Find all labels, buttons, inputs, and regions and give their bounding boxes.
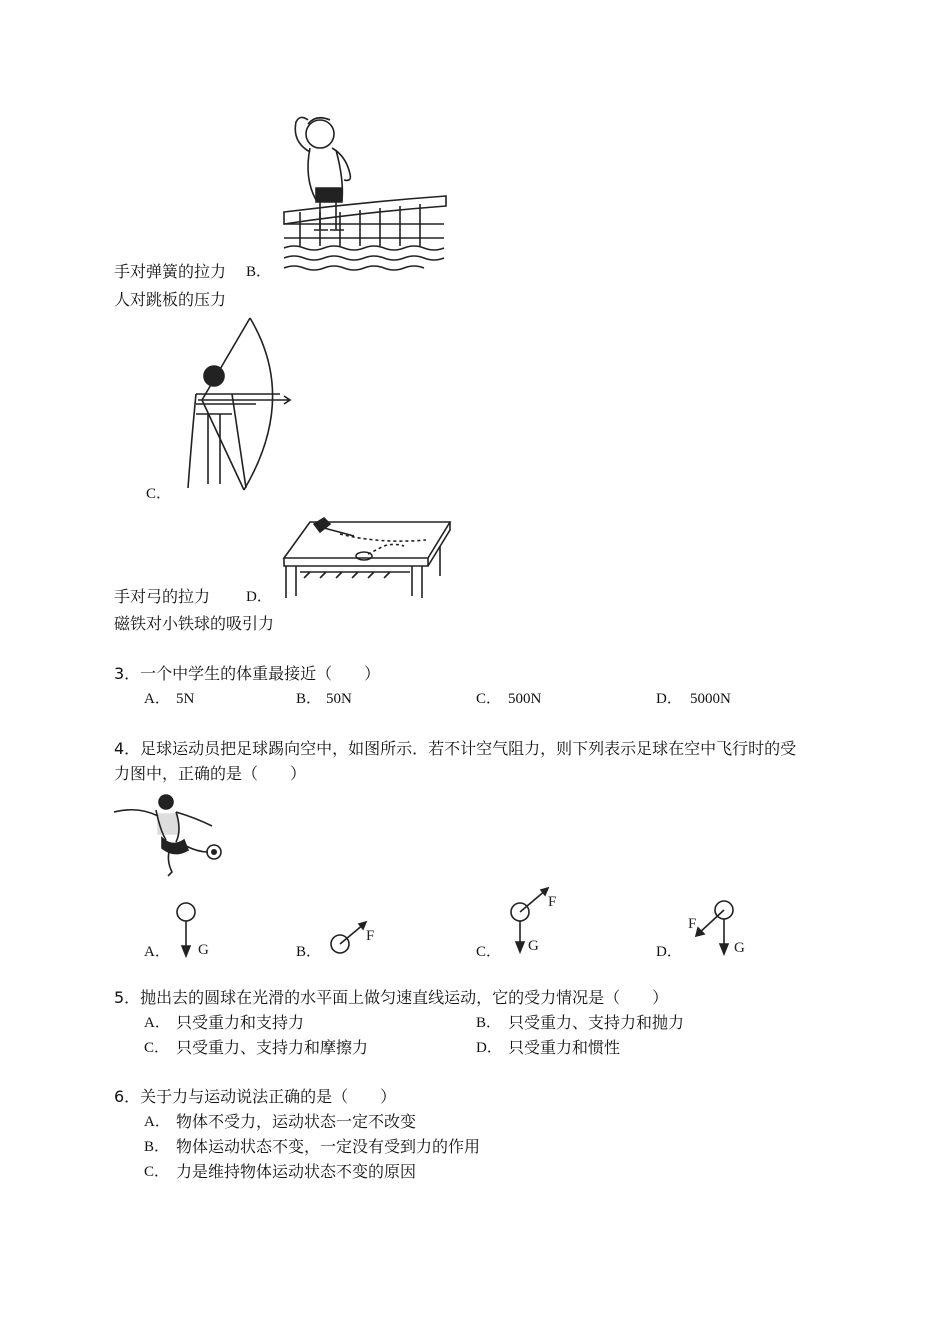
q4-option-d-force-diagram: [684, 898, 754, 960]
q3-option-b-text: 50N: [326, 691, 352, 707]
force-f-label: F: [548, 894, 557, 910]
q3-option-a-label: A．: [144, 691, 170, 707]
q4-option-d-label: D．: [656, 944, 682, 960]
q4-option-a-label: A．: [144, 944, 170, 960]
q6-option-c-text: 力是维持物体运动状态不变的原因: [176, 1162, 417, 1181]
q5-option-a-label: A．: [144, 1015, 170, 1031]
q3-option-d-text: 5000N: [690, 691, 731, 707]
q4-option-b-label: B．: [296, 944, 322, 960]
q4-option-b-force-diagram: [326, 918, 386, 958]
diver-on-springboard-figure: [280, 112, 450, 274]
q3-option-c-label: C．: [476, 691, 502, 707]
q2-option-b-text: 人对跳板的压力: [114, 290, 227, 309]
q5-option-c-label: C．: [144, 1040, 170, 1056]
q3-option-d-label: D．: [656, 691, 682, 707]
q2-option-c-label: C．: [146, 486, 172, 502]
q5-option-a-text: 只受重力和支持力: [176, 1013, 305, 1032]
q6-option-b-label: B．: [144, 1139, 170, 1155]
gravity-label: G: [528, 938, 539, 954]
q5-option-d-label: D．: [476, 1040, 502, 1056]
q6-option-a-text: 物体不受力，运动状态一定不改变: [176, 1112, 417, 1131]
force-f-label: F: [688, 916, 697, 932]
q2-option-b-label: B．: [246, 264, 272, 280]
q2-option-d-text: 磁铁对小铁球的吸引力: [114, 614, 275, 633]
gravity-label: G: [734, 940, 745, 956]
q6-stem: 6．关于力与运动说法正确的是（ ）: [114, 1087, 397, 1106]
q3-option-c-text: 500N: [508, 691, 542, 707]
q6-option-b-text: 物体运动状态不变，一定没有受到力的作用: [176, 1137, 481, 1156]
q2-option-c-text: 手对弓的拉力: [114, 587, 211, 606]
q5-option-b-text: 只受重力、支持力和抛力: [508, 1013, 685, 1032]
q5-stem: 5．抛出去的圆球在光滑的水平面上做匀速直线运动，它的受力情况是（ ）: [114, 988, 669, 1007]
q2-option-a-text-tail: 手对弹簧的拉力: [114, 262, 227, 281]
force-f-arrow: [520, 890, 546, 912]
q5-option-d-text: 只受重力和惯性: [508, 1038, 621, 1057]
q4-stem-line2: 力图中，正确的是（ ）: [114, 764, 307, 783]
gravity-label: G: [198, 942, 209, 958]
q4-option-c-label: C．: [476, 944, 502, 960]
soccer-player-kicking-ball-figure: [114, 790, 226, 878]
q2-option-d-label: D．: [246, 589, 272, 605]
q5-option-b-label: B．: [476, 1015, 502, 1031]
ball-circle: [177, 903, 195, 921]
q3-stem: 3．一个中学生的体重最接近（ ）: [114, 664, 381, 683]
force-f-label: F: [366, 928, 375, 944]
q6-option-a-label: A．: [144, 1114, 170, 1130]
q4-option-a-force-diagram: [174, 900, 224, 960]
q3-option-b-label: B．: [296, 691, 322, 707]
q6-option-c-label: C．: [144, 1164, 170, 1180]
magnet-attracting-iron-ball-figure: [280, 512, 452, 600]
q4-stem-line1: 4．足球运动员把足球踢向空中，如图所示．若不计空气阻力，则下列表示足球在空中飞行时的受: [114, 739, 797, 758]
archer-drawing-bow-figure: [180, 314, 300, 492]
force-f-arrow: [698, 910, 724, 934]
q5-option-c-text: 只受重力、支持力和摩擦力: [176, 1038, 369, 1057]
q3-option-a-text: 5N: [176, 691, 195, 707]
q4-option-c-force-diagram: [508, 884, 568, 956]
